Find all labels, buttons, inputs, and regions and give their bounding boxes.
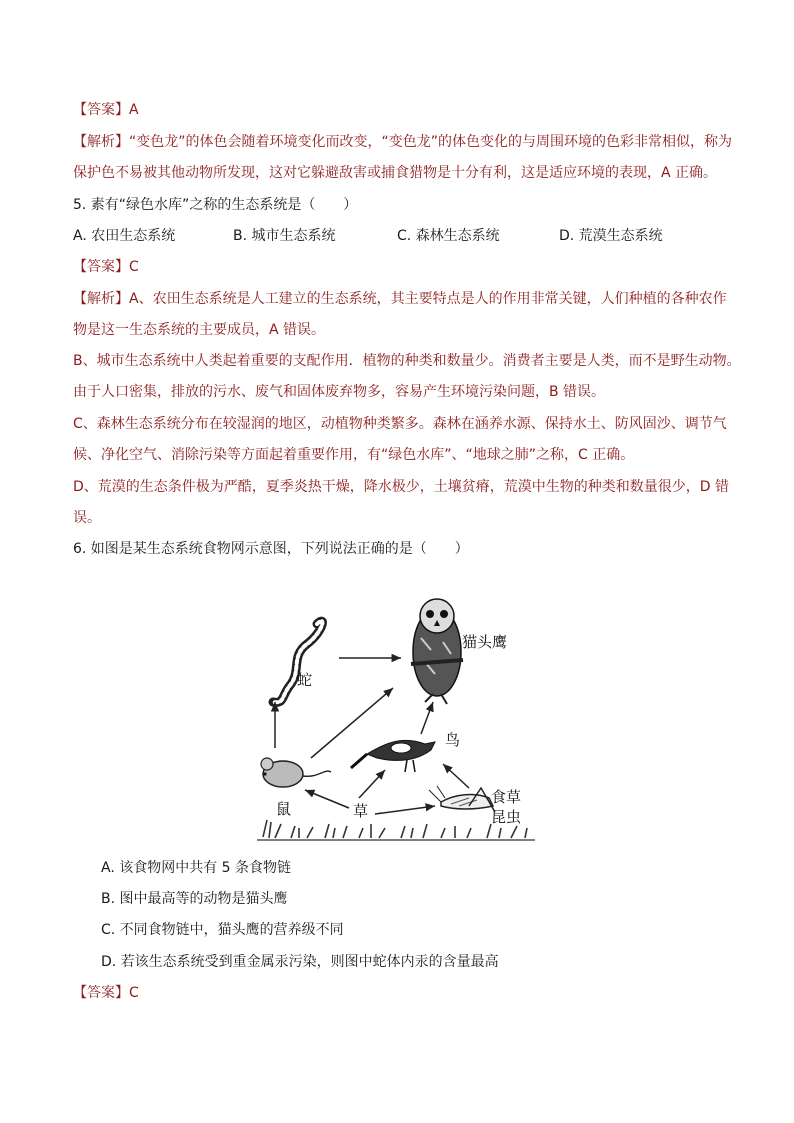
q5-answer: C — [129, 259, 139, 275]
q5-analysis-a-text: A、农田生态系统是人工建立的生态系统，其主要特点是人的作用非常关键，人们种植的各种农作 — [129, 291, 727, 307]
answer-tag: 【答案】 — [73, 102, 129, 118]
q6-answer: C — [129, 985, 139, 1001]
food-web-diagram — [255, 592, 540, 850]
label-grass: 草 — [353, 802, 369, 820]
bird-icon — [351, 740, 435, 772]
analysis-tag: 【解析】 — [73, 291, 129, 307]
q6-option-a: A. 该食物网中共有 5 条食物链 — [101, 860, 292, 876]
q5-analysis-c-2: 候、净化空气、消除污染等方面起着重要作用，有“绿色水库”、“地球之肺”之称，C 正确。 — [73, 447, 635, 463]
owl-icon — [411, 599, 463, 704]
q5-analysis-d-1: D、荒漠的生态条件极为严酷，夏季炎热干燥，降水极少，土壤贫瘠，荒漠中生物的种类和数量很少，D 错 — [73, 479, 730, 495]
q5-stem: 5. 素有“绿色水库”之称的生态系统是（ ） — [73, 197, 358, 213]
arrow-insect-bird — [443, 764, 469, 788]
label-bird: 鸟 — [445, 731, 461, 749]
grasshopper-icon — [429, 786, 495, 812]
q5-analysis-b-2: 由于人口密集，排放的污水、废气和固体废弃物多，容易产生环境污染问题，B 错误。 — [73, 384, 606, 400]
snake-icon — [273, 621, 322, 702]
q5-option-d: D. 荒漠生态系统 — [559, 228, 663, 244]
q4-answer: A — [129, 102, 139, 118]
q6-option-d: D. 若该生态系统受到重金属汞污染，则图中蛇体内汞的含量最高 — [101, 954, 499, 970]
arrow-grass-insect — [375, 806, 435, 814]
q5-analysis-b-1: B、城市生态系统中人类起着重要的支配作用．植物的种类和数量少。消费者主要是人类，而不是野生动物。 — [73, 353, 741, 369]
q5-option-a: A. 农田生态系统 — [73, 228, 176, 244]
q5-analysis-a-2: 物是这一生态系统的主要成员，A 错误。 — [73, 322, 326, 338]
arrow-bird-owl — [421, 702, 433, 734]
q5-option-b: B. 城市生态系统 — [233, 228, 336, 244]
answer-tag: 【答案】 — [73, 985, 129, 1001]
q5-option-c: C. 森林生态系统 — [397, 228, 500, 244]
arrow-grass-mouse — [305, 790, 349, 808]
q6-option-c: C. 不同食物链中，猫头鹰的营养级不同 — [101, 922, 344, 938]
q5-analysis-c-1: C、森林生态系统分布在较湿润的地区，动植物种类繁多。森林在涵养水源、保持水土、防风固沙、调节气 — [73, 416, 727, 432]
q4-analysis-line-1 — [73, 132, 732, 152]
q5-answer-line — [73, 257, 139, 277]
label-owl: 猫头鹰 — [462, 633, 508, 651]
q4-analysis-1: “变色龙”的体色会随着环境变化而改变，“变色龙”的体色变化的与周围环境的色彩非常相似，称为 — [129, 134, 733, 150]
q5-analysis-a-1 — [73, 289, 727, 309]
q4-analysis-line-2: 保护色不易被其他动物所发现，这对它躲避敌害或捕食猎物是十分有利，这是适应环境的表现，A 正确。 — [73, 165, 718, 181]
label-insect-2: 昆虫 — [491, 808, 522, 826]
q6-stem: 6. 如图是某生态系统食物网示意图，下列说法正确的是（ ） — [73, 541, 469, 557]
label-snake: 蛇 — [297, 671, 313, 689]
answer-tag: 【答案】 — [73, 259, 129, 275]
arrow-grass-bird — [359, 770, 385, 798]
label-insect-1: 食草 — [491, 788, 522, 806]
q6-answer-line — [73, 983, 139, 1003]
analysis-tag: 【解析】 — [73, 134, 129, 150]
q5-analysis-d-2: 误。 — [73, 510, 101, 526]
q4-answer-line — [73, 100, 139, 120]
q6-option-b: B. 图中最高等的动物是猫头鹰 — [101, 891, 288, 907]
label-mouse: 鼠 — [276, 800, 292, 818]
mouse-icon — [261, 758, 331, 787]
